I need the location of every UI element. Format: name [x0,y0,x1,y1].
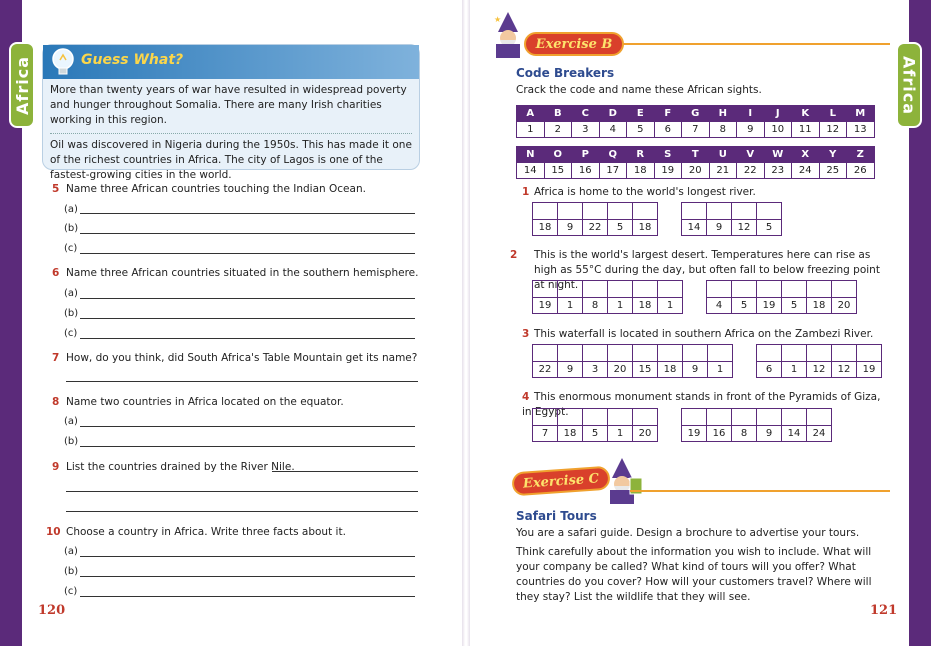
answer-letter-cell[interactable] [707,202,732,236]
letter-box[interactable] [831,280,857,298]
code-question-3: 3 This waterfall is located in southern Africa on the Zambezi River. [522,328,874,340]
letter-box[interactable] [632,408,658,426]
code-question-2: 2 This is the world's largest desert. Temperatures here can rise as high as 55°C during the day, but often fall to below freezing point at night. [510,249,880,291]
chapter-tab-left [9,42,35,128]
code-number: 5 [607,220,633,236]
answer-letter-cell[interactable] [633,408,658,442]
answer-letter-cell[interactable] [533,202,558,236]
answer-letter-cell[interactable] [633,280,658,314]
answer-line[interactable] [80,213,415,214]
letter-box[interactable] [806,344,832,362]
code-letter: O [544,147,572,163]
code-number: 21 [709,163,737,179]
option-a: (a) [64,204,78,215]
letter-box[interactable] [557,202,583,220]
answer-letter-cell[interactable] [608,344,633,378]
code-letter: A [517,106,545,122]
answer-letter-cell[interactable] [558,280,583,314]
letter-box[interactable] [806,408,832,426]
letter-box[interactable] [706,202,732,220]
option-b: (b) [64,436,79,447]
answer-line[interactable] [80,446,415,447]
option-c: (c) [64,328,78,339]
code-number: 3 [572,122,600,138]
letter-box[interactable] [731,408,757,426]
code-number: 7 [532,426,558,442]
answer-word-2 [757,344,882,378]
letter-box[interactable] [781,344,807,362]
chapter-tab-right [896,42,922,128]
answer-line[interactable] [66,491,418,492]
answer-line[interactable] [80,556,415,557]
code-letter: V [737,147,765,163]
answer-letter-cell[interactable] [757,202,782,236]
answer-letter-cell[interactable] [583,280,608,314]
code-number: 12 [806,362,832,378]
letter-box[interactable] [582,344,608,362]
answer-line[interactable] [80,576,415,577]
answer-letter-cell[interactable] [807,280,832,314]
svg-text:★: ★ [494,15,502,24]
letter-box[interactable] [831,344,857,362]
letter-box[interactable] [607,280,633,298]
book-gutter [462,0,470,646]
code-number: 9 [557,362,583,378]
code-letter: U [709,147,737,163]
code-number: 5 [756,220,782,236]
answer-word-2 [707,280,857,314]
question-9: 9 List the countries drained by the River Nile. [52,461,295,473]
letter-box[interactable] [607,202,633,220]
answer-word-1 [533,344,733,378]
code-letter: H [709,106,737,122]
code-letter: M [847,106,875,122]
answer-line[interactable] [80,253,415,254]
answer-line[interactable] [66,511,418,512]
answer-line[interactable] [80,426,415,427]
code-number: 25 [819,163,847,179]
code-number: 9 [682,362,708,378]
code-number: 7 [682,122,710,138]
exercise-c-paragraph-1: You are a safari guide. Design a brochure to advertise your tours. [516,527,860,539]
code-number: 19 [856,362,882,378]
code-number: 8 [709,122,737,138]
question-10: 10 Choose a country in Africa. Write three facts about it. [46,526,346,538]
letter-box[interactable] [532,202,558,220]
answer-letter-cell[interactable] [533,408,558,442]
guess-paragraph-2: Oil was discovered in Nigeria during the 1950s. This has made it one of the richest countries in Africa. The city of Lagos is one of the fastest-growing cities in the world. [50,139,412,181]
code-letter: I [737,106,765,122]
code-number: 14 [781,426,807,442]
answer-letter-cell[interactable] [658,344,683,378]
answer-letter-cell[interactable] [707,408,732,442]
answer-letter-cell[interactable] [608,280,633,314]
answer-word-1 [533,202,658,236]
option-b: (b) [64,566,79,577]
answer-letter-cell[interactable] [558,202,583,236]
code-number: 18 [657,362,683,378]
letter-box[interactable] [557,344,583,362]
letter-box[interactable] [657,344,683,362]
code-letter: E [627,106,655,122]
letter-box[interactable] [707,344,733,362]
question-6: 6 Name three African countries situated in the southern hemisphere. [52,267,419,279]
code-number: 20 [831,298,857,314]
option-c: (c) [64,586,78,597]
answer-word-2 [682,202,782,236]
answer-letter-cell[interactable] [583,344,608,378]
code-number: 8 [731,426,757,442]
letter-box[interactable] [706,408,732,426]
letter-box[interactable] [632,202,658,220]
letter-box[interactable] [532,280,558,298]
code-number: 10 [764,122,792,138]
code-letter: R [627,147,655,163]
answer-word-2 [682,408,832,442]
code-question-4: 4 This enormous monument stands in front of the Pyramids of Giza, in Egypt. [522,391,881,418]
code-number: 16 [572,163,600,179]
code-table-2 [516,146,875,179]
guess-what-header [43,45,419,79]
code-number: 9 [756,426,782,442]
code-number: 6 [654,122,682,138]
code-number: 13 [847,122,875,138]
letter-box[interactable] [706,280,732,298]
code-number: 16 [706,426,732,442]
code-number: 22 [737,163,765,179]
code-number: 12 [819,122,847,138]
code-letter: C [572,106,600,122]
answer-letter-cell[interactable] [658,280,683,314]
code-number: 19 [681,426,707,442]
answer-letter-cell[interactable] [757,280,782,314]
code-number: 6 [756,362,782,378]
letter-box[interactable] [582,280,608,298]
code-letter: Z [847,147,875,163]
code-letter: D [599,106,627,122]
code-number: 2 [544,122,572,138]
code-number: 18 [532,220,558,236]
answer-letter-cell[interactable] [583,408,608,442]
page-number-left: 120 [38,603,66,618]
code-letter: Y [819,147,847,163]
letter-box[interactable] [682,344,708,362]
code-letter: J [764,106,792,122]
answer-line[interactable] [80,298,415,299]
code-number: 1 [607,426,633,442]
question-7: 7 How, do you think, did South Africa's Table Mountain get its name? [52,352,418,364]
answer-letter-cell[interactable] [732,408,757,442]
letter-box[interactable] [582,202,608,220]
exercise-b-banner: Exercise B [524,32,624,56]
code-breakers-title: Code Breakers [516,66,615,80]
code-letter: W [764,147,792,163]
letter-box[interactable] [681,408,707,426]
answer-line[interactable] [272,471,418,472]
letter-box[interactable] [731,280,757,298]
code-letter: F [654,106,682,122]
code-number: 1 [517,122,545,138]
guess-paragraph-1: More than twenty years of war have resulted in widespread poverty and hunger throughout Somalia. There are many Irish charities working in this region. [50,84,407,126]
answer-letter-cell[interactable] [683,344,708,378]
code-number: 1 [707,362,733,378]
letter-box[interactable] [681,202,707,220]
code-letter: L [819,106,847,122]
letter-box[interactable] [756,280,782,298]
guess-what-title: Guess What? [81,52,184,68]
code-letter: S [654,147,682,163]
code-number: 8 [582,298,608,314]
wizard-icon [604,456,644,506]
code-number: 14 [681,220,707,236]
code-number: 19 [654,163,682,179]
code-number: 18 [632,298,658,314]
answer-letter-cell[interactable] [757,344,782,378]
code-letter: P [572,147,600,163]
answer-line[interactable] [66,381,418,382]
code-number: 17 [599,163,627,179]
answer-line[interactable] [80,318,415,319]
option-b: (b) [64,223,79,234]
exercise-c-paragraph-2: Think carefully about the information you wish to include. What will your company be called? What kind of tours will you offer? What countries do you cover? How will your customers travel? Where will they stay? List the wildlife that they will see. [516,546,872,603]
letter-box[interactable] [756,408,782,426]
answer-letter-cell[interactable] [807,344,832,378]
wizard-icon [488,10,530,60]
code-number: 11 [792,122,820,138]
code-question-1: 1 Africa is home to the world's longest river. [522,186,756,198]
answer-letter-cell[interactable] [558,408,583,442]
letter-box[interactable] [756,344,782,362]
answer-letter-cell[interactable] [857,344,882,378]
chapter-tab-label: Africa [899,55,919,115]
code-number: 5 [627,122,655,138]
code-number: 22 [532,362,558,378]
answer-letter-cell[interactable] [807,408,832,442]
answer-letter-cell[interactable] [708,344,733,378]
code-number: 9 [706,220,732,236]
question-8: 8 Name two countries in Africa located on the equator. [52,396,344,408]
answer-letter-cell[interactable] [832,280,857,314]
code-letter: X [792,147,820,163]
code-table-1 [516,105,875,138]
code-number: 18 [557,426,583,442]
answer-letter-cell[interactable] [732,202,757,236]
code-number: 15 [544,163,572,179]
code-number: 24 [792,163,820,179]
letter-box[interactable] [781,408,807,426]
letter-box[interactable] [632,280,658,298]
answer-letter-cell[interactable] [533,280,558,314]
code-number: 1 [557,298,583,314]
code-letter: K [792,106,820,122]
answer-letter-cell[interactable] [782,344,807,378]
code-number: 5 [582,426,608,442]
answer-word-1 [533,408,658,442]
code-number: 1 [657,298,683,314]
answer-letter-cell[interactable] [533,344,558,378]
code-number: 26 [847,163,875,179]
letter-box[interactable] [607,344,633,362]
option-a: (a) [64,416,78,427]
letter-box[interactable] [756,202,782,220]
safari-tours-title: Safari Tours [516,509,597,523]
code-letter: G [682,106,710,122]
answer-letter-cell[interactable] [682,408,707,442]
code-number: 20 [682,163,710,179]
letter-box[interactable] [731,202,757,220]
code-number: 18 [632,220,658,236]
code-number: 12 [731,220,757,236]
code-number: 23 [764,163,792,179]
code-number: 1 [607,298,633,314]
letter-box[interactable] [582,408,608,426]
header-rule [630,490,890,492]
answer-line[interactable] [80,338,415,339]
code-number: 20 [632,426,658,442]
letter-box[interactable] [657,280,683,298]
code-number: 18 [806,298,832,314]
answer-letter-cell[interactable] [782,408,807,442]
chapter-tab-label: Africa [12,55,32,115]
answer-letter-cell[interactable] [782,280,807,314]
letter-box[interactable] [781,280,807,298]
answer-letter-cell[interactable] [732,280,757,314]
exercise-c-banner: Exercise C [511,466,610,497]
code-number: 4 [706,298,732,314]
answer-letter-cell[interactable] [558,344,583,378]
question-5: 5 Name three African countries touching the Indian Ocean. [52,183,366,195]
code-letter: N [517,147,545,163]
code-number: 15 [632,362,658,378]
code-number: 3 [582,362,608,378]
letter-box[interactable] [607,408,633,426]
answer-letter-cell[interactable] [682,202,707,236]
option-a: (a) [64,546,78,557]
answer-letter-cell[interactable] [757,408,782,442]
code-number: 19 [532,298,558,314]
code-number: 22 [582,220,608,236]
code-letter: B [544,106,572,122]
code-number: 20 [607,362,633,378]
answer-letter-cell[interactable] [608,202,633,236]
code-letter: T [682,147,710,163]
code-number: 5 [781,298,807,314]
answer-word-1 [533,280,683,314]
option-a: (a) [64,288,78,299]
code-number: 5 [731,298,757,314]
letter-box[interactable] [532,344,558,362]
guess-what-box [42,44,420,181]
letter-box[interactable] [856,344,882,362]
code-number: 18 [627,163,655,179]
answer-letter-cell[interactable] [707,280,732,314]
code-number: 12 [831,362,857,378]
letter-box[interactable] [532,408,558,426]
exercise-b-intro: Crack the code and name these African sights. [516,84,762,96]
answer-line[interactable] [80,233,415,234]
answer-letter-cell[interactable] [633,344,658,378]
answer-letter-cell[interactable] [583,202,608,236]
letter-box[interactable] [557,408,583,426]
page-number-right: 121 [870,603,898,618]
letter-box[interactable] [806,280,832,298]
option-c: (c) [64,243,78,254]
code-number: 14 [517,163,545,179]
letter-box[interactable] [557,280,583,298]
code-letter: Q [599,147,627,163]
code-number: 9 [557,220,583,236]
code-number: 19 [756,298,782,314]
code-number: 4 [599,122,627,138]
answer-letter-cell[interactable] [608,408,633,442]
answer-letter-cell[interactable] [832,344,857,378]
lightbulb-icon [49,47,77,77]
code-number: 24 [806,426,832,442]
code-number: 1 [781,362,807,378]
option-b: (b) [64,308,79,319]
code-number: 9 [737,122,765,138]
letter-box[interactable] [632,344,658,362]
answer-letter-cell[interactable] [633,202,658,236]
answer-line[interactable] [80,596,415,597]
